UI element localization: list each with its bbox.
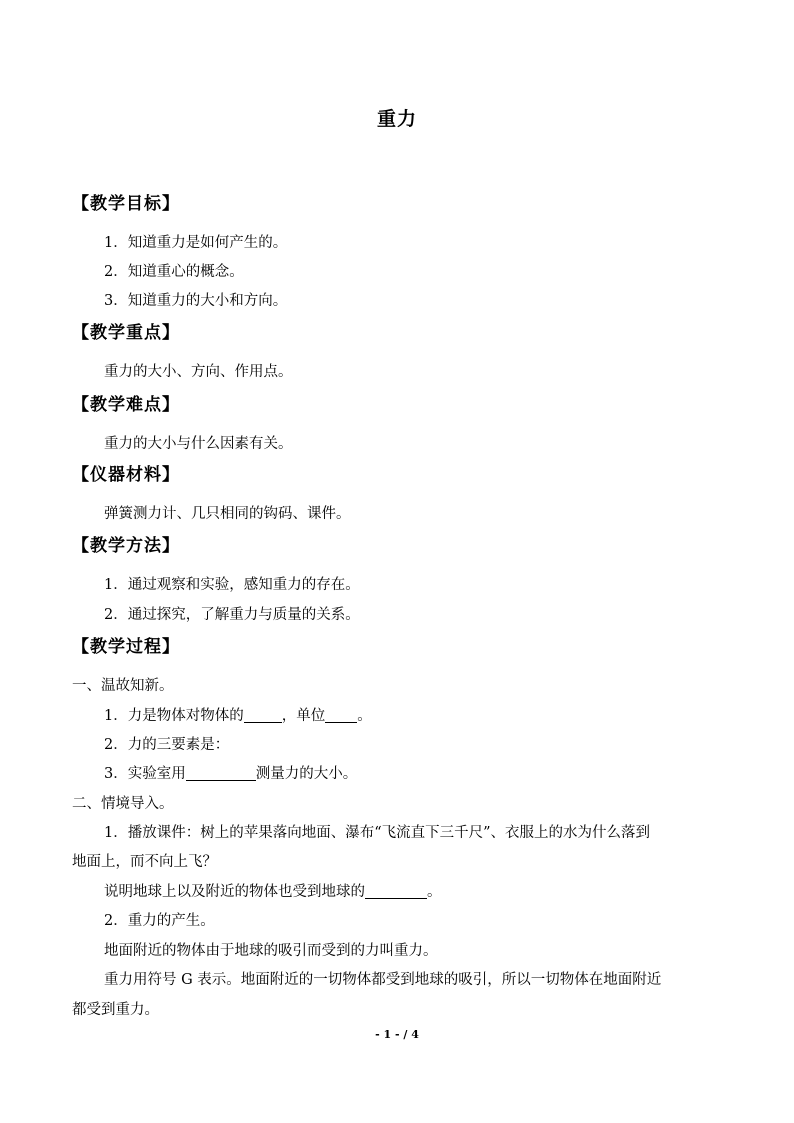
document-title: 重力: [376, 108, 417, 130]
q1-text-a: 1．力是物体对物体的: [104, 708, 244, 724]
objectives-heading: 【教学目标】: [72, 194, 180, 214]
process-heading: 【教学过程】: [72, 637, 180, 657]
q3-text-a: 3．实验室用: [104, 766, 186, 782]
paragraph-line: 都受到重力。: [72, 1002, 159, 1018]
key-points-text: 重力的大小、方向、作用点。: [104, 364, 293, 380]
objective-item: 2．知道重心的概念。: [104, 264, 244, 280]
materials-text: 弹簧测力计、几只相同的钩码、课件。: [104, 506, 351, 522]
paragraph-line: 2．重力的产生。: [104, 913, 215, 929]
key-points-heading: 【教学重点】: [72, 323, 180, 343]
paragraph-line: 重力用符号 G 表示。地面附近的一切物体都受到地球的吸引，所以一切物体在地面附近: [104, 972, 662, 988]
fill-blank: [365, 884, 427, 900]
review-question-1: [104, 704, 372, 725]
objective-item: 3．知道重力的大小和方向。: [104, 293, 288, 309]
method-item: 1．通过观察和实验，感知重力的存在。: [104, 577, 360, 593]
p2-text-b: 。: [427, 884, 442, 900]
review-question-2: 2．力的三要素是：: [104, 737, 230, 753]
page-number: - 1 - / 4: [375, 1028, 419, 1041]
paragraph-line: 地面附近的物体由于地球的吸引而受到的力叫重力。: [104, 943, 438, 959]
q1-text-c: 。: [357, 708, 372, 724]
q3-text-b: 测量力的大小。: [255, 766, 358, 782]
fill-blank: [325, 708, 357, 724]
difficulties-heading: 【教学难点】: [72, 395, 180, 415]
paragraph-line: 1．播放课件：树上的苹果落向地面、瀑布“飞流直下三千尺”、衣服上的水为什么落到: [104, 825, 651, 841]
paragraph-line: 地面上，而不向上飞？: [72, 854, 217, 870]
difficulties-text: 重力的大小与什么因素有关。: [104, 436, 293, 452]
part2-title: 二、情境导入。: [72, 796, 174, 812]
q1-text-b: ，单位: [281, 708, 326, 724]
p2-text-a: 说明地球上以及附近的物体也受到地球的: [104, 884, 365, 900]
review-question-3: [104, 762, 357, 783]
method-item: 2．通过探究，了解重力与质量的关系。: [104, 607, 360, 623]
fill-blank: [244, 708, 282, 724]
materials-heading: 【仪器材料】: [72, 465, 180, 485]
objective-item: 1．知道重力是如何产生的。: [104, 235, 288, 251]
fill-blank: [186, 766, 256, 782]
part1-title: 一、温故知新。: [72, 678, 174, 694]
paragraph-line: [104, 880, 442, 901]
methods-heading: 【教学方法】: [72, 536, 180, 556]
